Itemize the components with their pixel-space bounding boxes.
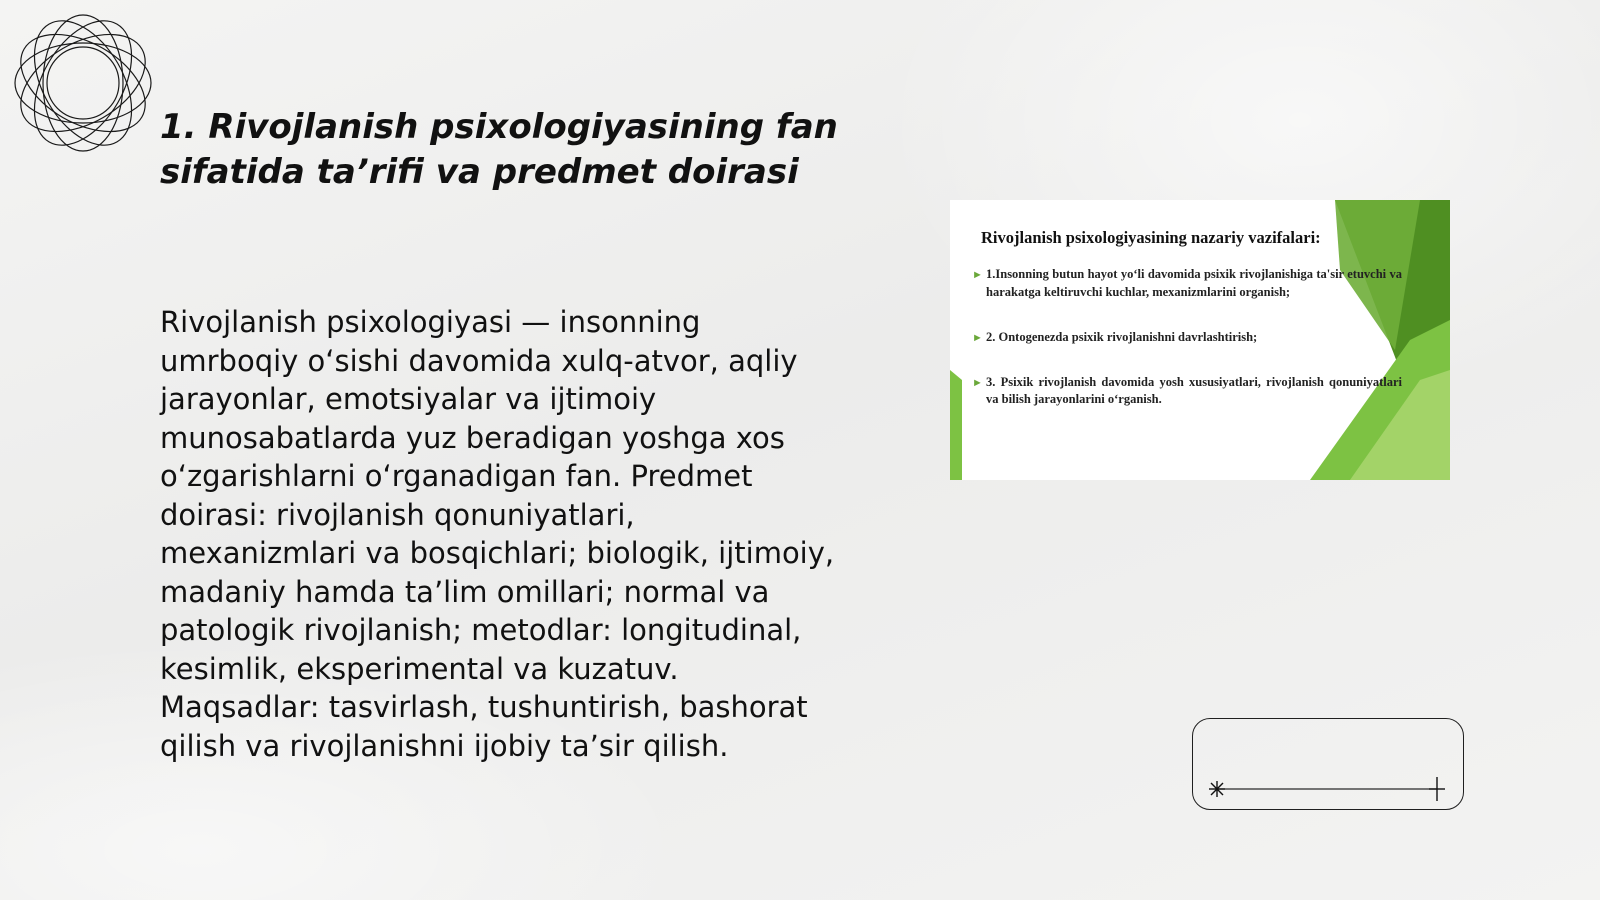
embedded-slide-image	[950, 200, 1450, 480]
image-list-item	[972, 329, 1402, 347]
slide-title: 1. Rivojlanish psixologiyasining fan sifatida ta’rifi va predmet doirasi	[160, 107, 838, 192]
image-list-item	[972, 374, 1402, 409]
arrow-bullet-icon: ►	[972, 332, 983, 344]
slide-body-text: Rivojlanish psixologiyasi — insonning umrboqiy oʻsishi davomida xulq-atvor, aqliy jarayonlar, emotsiyalar va ijtimoiy munosabatlarda yuz beradigan yoshga xos oʻzgarishlarni oʻrganadigan fan. Predmet doirasi: rivojlanish qonuniyatlari, mexanizmlari va bosqichlari; biologik, ijtimoiy, madaniy hamda taʼlim omillari; normal va patologik rivojlanish; metodlar: longitudinal, kesimlik, eksperimental va kuzatuv. Maqsadlar: tasvirlash, tushuntirish, bashorat qilish va rivojlanishni ijobiy taʼsir qilish.	[160, 305, 835, 763]
divider-line	[1193, 719, 1465, 811]
arrow-bullet-icon: ►	[972, 269, 983, 281]
image-heading: Rivojlanish psixologiyasining nazariy vazifalari:	[981, 228, 1321, 247]
image-task-list	[972, 266, 1402, 409]
image-list-item-text: 2. Ontogenezda psixik rivojlanishni davrlashtirish;	[986, 330, 1258, 344]
decorative-rounded-box	[1192, 718, 1464, 810]
asterisk-icon	[1209, 781, 1225, 797]
circular-rosette-logo	[8, 8, 158, 158]
plus-sparkle-icon	[1429, 777, 1445, 801]
image-list-item	[972, 266, 1402, 301]
image-list-item-text: 3. Psixik rivojlanish davomida yosh xususiyatlari, rivojlanish qonuniyatlari va bilish jarayonlarini o‘rganish.	[986, 374, 1402, 406]
arrow-bullet-icon: ►	[972, 376, 983, 389]
image-list-item-text: 1.Insonning butun hayot yo‘li davomida psixik rivojlanishiga ta'sir etuvchi va harakatga keltiruvchi kuchlar, mexanizmlarini organish;	[986, 267, 1402, 299]
